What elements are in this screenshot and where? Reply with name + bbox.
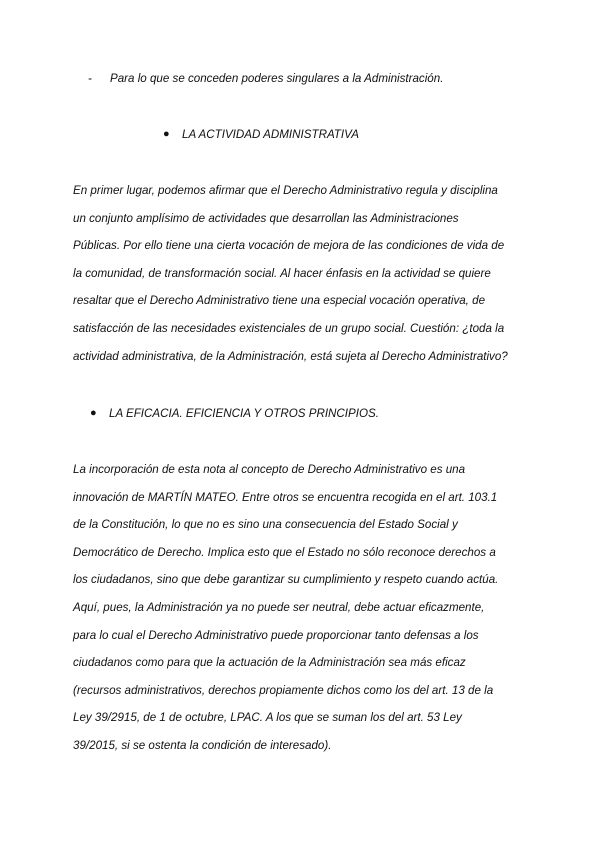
- paragraph-line: En primer lugar, podemos afirmar que el Derecho Administrativo regula y disciplina: [73, 184, 498, 197]
- paragraph-eficacia: [73, 461, 533, 765]
- section-heading-actividad: [163, 128, 463, 146]
- paragraph-line: actividad administrativa, de la Administración, está sujeta al Derecho Administrativo?: [73, 349, 508, 363]
- paragraph-line: Públicas. Por ello tiene una cierta vocación de mejora de las condiciones de vida de: [73, 239, 505, 253]
- paragraph-line: 39/2015, si se ostenta la condición de interesado).: [73, 738, 332, 752]
- paragraph-line: resaltar que el Derecho Administrativo tiene una especial vocación operativa, de: [73, 294, 486, 308]
- list-item-dash: [88, 72, 548, 90]
- paragraph-actividad: [73, 182, 533, 375]
- bullet-icon: ●: [163, 128, 170, 140]
- paragraph-line: satisfacción de las necesidades existenciales de un grupo social. Cuestión: ¿toda la: [73, 321, 505, 335]
- section-heading-text: LA EFICACIA. EFICIENCIA Y OTROS PRINCIPIOS.: [109, 407, 379, 420]
- paragraph-line: Ley 39/2915, de 1 de octubre, LPAC. A los que se suman los del art. 53 Ley: [73, 711, 462, 725]
- dash-marker: -: [88, 72, 92, 85]
- paragraph-line: ciudadanos como para que la actuación de la Administración sea más eficaz: [73, 656, 466, 670]
- section-heading-eficacia: [90, 407, 490, 425]
- paragraph-line: la comunidad, de transformación social. Al hacer énfasis en la actividad se quiere: [73, 266, 491, 280]
- paragraph-line: los ciudadanos, sino que debe garantizar su cumplimiento y respeto cuando actúa.: [73, 573, 499, 587]
- paragraph-line: Aquí, pues, la Administración ya no puede ser neutral, debe actuar eficazmente,: [73, 600, 485, 614]
- paragraph-line: (recursos administrativos, derechos propiamente dichos como los del art. 13 de la: [73, 683, 494, 697]
- paragraph-line: para lo cual el Derecho Administrativo puede proporcionar tanto defensas a los: [73, 628, 479, 642]
- paragraph-line: innovación de MARTÍN MATEO. Entre otros se encuentra recogida en el art. 103.1: [73, 490, 498, 504]
- paragraph-line: La incorporación de esta nota al concepto de Derecho Administrativo es una: [73, 463, 466, 476]
- list-item-text: Para lo que se conceden poderes singulares a la Administración.: [110, 72, 444, 85]
- paragraph-line: un conjunto amplísimo de actividades que desarrollan las Administraciones: [73, 211, 459, 225]
- bullet-icon: ●: [90, 407, 97, 419]
- paragraph-line: Democrático de Derecho. Implica esto que el Estado no sólo reconoce derechos a: [73, 545, 496, 559]
- section-heading-text: LA ACTIVIDAD ADMINISTRATIVA: [182, 128, 359, 141]
- paragraph-line: de la Constitución, lo que no es sino una consecuencia del Estado Social y: [73, 518, 458, 532]
